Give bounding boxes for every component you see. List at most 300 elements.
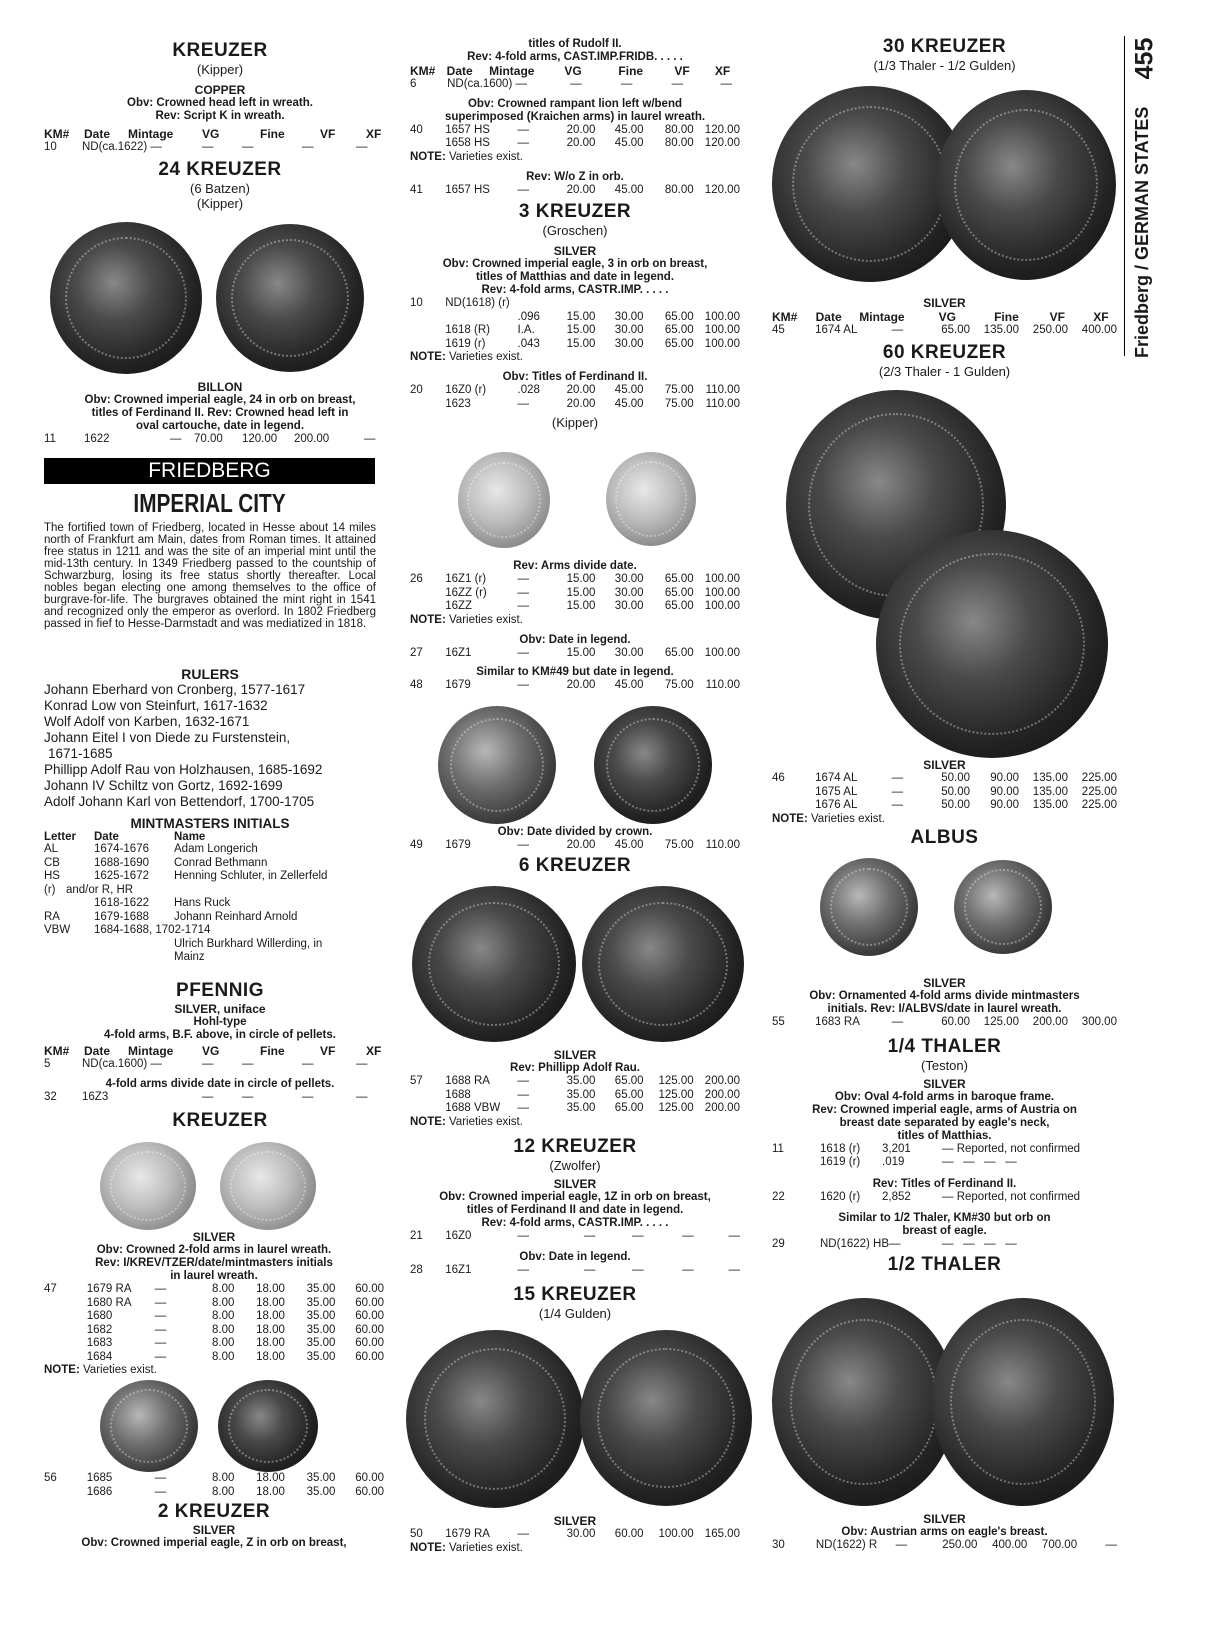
table-cell: — — [891, 785, 904, 798]
coin-reverse-image — [606, 452, 696, 546]
coin-reverse-image — [220, 1142, 316, 1230]
table-cell — [410, 587, 445, 601]
mintmaster-row: Mainz — [174, 951, 205, 963]
metal: SILVER — [923, 758, 966, 772]
price-table — [410, 1264, 740, 1278]
metal: SILVER — [553, 1514, 597, 1528]
table-row: 11 1622 — 70.00 120.00 200.00 — — [44, 433, 376, 445]
table-cell: — — [895, 1539, 908, 1551]
section-title: 24 KREUZER — [158, 158, 282, 180]
section-title: 12 KREUZER — [513, 1135, 637, 1157]
table-cell: 20.00 — [566, 183, 596, 196]
table-cell: 16Z1 — [445, 1264, 472, 1276]
metal: BILLON — [197, 380, 243, 394]
table-row — [772, 1539, 1117, 1553]
table-cell: 49 — [410, 839, 423, 851]
page-number: 455 — [1130, 37, 1159, 80]
table-cell: 15.00 — [566, 573, 596, 585]
table-cell: 30.00 — [566, 1528, 596, 1540]
mintmaster-row: Ulrich Burkhard Willerding, in — [174, 937, 323, 950]
table-row — [410, 184, 740, 198]
table-cell: 65.00 — [664, 586, 694, 599]
table-cell: 8.00 — [212, 1283, 235, 1295]
table-cell: — — [154, 1283, 167, 1295]
table-cell: 15.00 — [566, 586, 596, 599]
table-cell: 80.00 — [664, 123, 694, 136]
table-cell — [772, 786, 815, 800]
table-cell: — — [517, 137, 530, 149]
table-cell: 45.00 — [614, 123, 644, 136]
note: NOTE: Varieties exist. — [410, 150, 523, 163]
table-cell: 15.00 — [566, 310, 596, 323]
table-row: 6 ND(ca.1600) — — — — — — [410, 78, 732, 90]
table-cell: 75.00 — [664, 384, 694, 396]
table-cell: 35.00 — [306, 1310, 336, 1322]
note: NOTE: Varieties exist. — [410, 613, 523, 626]
description: in laurel wreath. — [170, 1270, 258, 1282]
table-cell: 1674 AL — [815, 324, 858, 336]
section-title: PFENNIG — [176, 980, 264, 1001]
metal: SILVER — [923, 1512, 966, 1526]
table-cell: — — [154, 1337, 167, 1349]
table-row — [410, 1102, 740, 1116]
table-cell: 30.00 — [614, 310, 644, 323]
table-cell: 1683 RA — [815, 1016, 860, 1028]
table-cell: 30.00 — [614, 646, 644, 659]
table-cell: 18.00 — [256, 1485, 285, 1498]
table-cell: — — [728, 1229, 740, 1242]
table-cell: 1676 AL — [815, 799, 858, 811]
table-row — [44, 1324, 384, 1338]
table-cell: — — [517, 1528, 530, 1540]
ruler: Wolf Adolf von Karben, 1632-1671 — [44, 714, 250, 729]
table-cell: 45 — [772, 324, 785, 336]
table-cell: 20.00 — [566, 397, 596, 410]
table-row — [410, 647, 740, 661]
table-cell: .096 — [517, 310, 540, 323]
metal: COPPER — [194, 83, 246, 97]
price-table — [410, 573, 740, 614]
table-row — [410, 600, 740, 614]
metal: SILVER — [192, 1523, 236, 1537]
table-cell: 18.00 — [256, 1472, 285, 1484]
coin-reverse-image — [218, 1380, 318, 1472]
table-cell: 45.00 — [614, 679, 644, 691]
table-cell: 8.00 — [212, 1485, 235, 1498]
intro-paragraph: The fortified town of Friedberg, located in Hesse about 14 miles north of Frankfurt am Main, dates from Roman times. It attained free status in 1211 and was the site of an imperial mint until the mid-13th century. In 1349 Friedberg passed to the countship of Schwarzburg, losing its free status shortly thereafter. Local nobles began electing one among themselves to the office of burgrave-for-life. The burgraves obtained the mint right in 1541 and recognized only the emperor as overlord. In 1802 Friedberg passed in fief to Hesse-Darmstadt and was mediatized in 1818. — [44, 522, 376, 630]
note: NOTE: Varieties exist. — [410, 1541, 523, 1554]
table-cell: 100.00 — [704, 310, 740, 323]
section-title: 60 KREUZER — [882, 341, 1007, 363]
mintmasters-header: Letter Date Name — [44, 831, 206, 843]
table-cell: 100.00 — [704, 646, 740, 659]
section-title: 15 KREUZER — [513, 1283, 637, 1305]
table-cell: — — [728, 1264, 740, 1276]
table-cell: 20 — [410, 384, 423, 396]
table-cell: — — [891, 772, 904, 784]
table-cell — [410, 1089, 445, 1103]
table-cell: 400.00 — [992, 1539, 1028, 1551]
description: Rev: Arms divide date. — [513, 560, 637, 572]
description: 4-fold arms divide date in circle of pellets. — [105, 1077, 335, 1090]
coin-reverse-image — [582, 886, 744, 1042]
table-row — [44, 1486, 384, 1500]
table-cell: 65.00 — [664, 310, 694, 323]
table-cell — [44, 1351, 87, 1365]
table-cell: 100.00 — [704, 600, 740, 612]
mintmaster-row: (r) and/or R, HR — [44, 883, 134, 896]
ruler: Konrad Low von Steinfurt, 1617-1632 — [44, 698, 268, 713]
description: Obv: Date in legend. — [519, 633, 631, 646]
coin-reverse-image — [580, 1330, 752, 1506]
table-cell — [549, 297, 595, 311]
table-cell: 1680 RA — [86, 1296, 132, 1309]
table-cell — [44, 1337, 87, 1351]
table-cell: 90.00 — [990, 772, 1019, 784]
table-cell: 8.00 — [212, 1323, 235, 1336]
table-row — [772, 786, 1117, 800]
description: breast date separated by eagle's neck, — [839, 1116, 1050, 1129]
table-cell — [410, 600, 445, 614]
table-cell — [595, 297, 643, 311]
subtitle: (Groschen) — [542, 223, 608, 238]
description: Rev: 4-fold arms, CAST.IMP.FRIDB. . . . . — [467, 51, 683, 63]
description: Obv: Crowned 2-fold arms in laurel wreath. — [96, 1244, 332, 1256]
table-cell: 10 — [410, 297, 423, 309]
description: Rev: Titles of Ferdinand II. — [872, 1177, 1017, 1190]
description: superimposed (Kraichen arms) in laurel wreath. — [444, 110, 706, 123]
coin-reverse-image — [936, 90, 1116, 280]
table-cell: 28 — [410, 1264, 423, 1276]
description: oval cartouche, date in legend. — [135, 420, 305, 432]
table-row — [410, 297, 740, 311]
table-cell: 165.00 — [704, 1528, 740, 1540]
table-cell: 60.00 — [355, 1337, 385, 1349]
table-cell: 35.00 — [306, 1485, 336, 1498]
price-table — [44, 1472, 384, 1499]
metal: SILVER — [553, 1048, 597, 1062]
table-cell: 1682 — [86, 1323, 113, 1336]
table-cell: 1658 HS — [445, 137, 490, 149]
table-cell — [694, 297, 740, 311]
table-cell — [44, 1310, 87, 1324]
rulers-title: RULERS — [181, 666, 239, 682]
description: titles of Matthias. — [897, 1129, 992, 1142]
table-cell: — — [517, 586, 530, 599]
table-cell: — — [517, 679, 530, 691]
table-cell: 35.00 — [566, 1075, 596, 1087]
table-cell: — — [517, 1102, 530, 1114]
table-cell: 125.00 — [658, 1075, 694, 1087]
table-cell: 18.00 — [256, 1283, 285, 1295]
metal: SILVER — [192, 1230, 236, 1244]
table-cell: 35.00 — [306, 1296, 336, 1309]
coin-obverse-image — [458, 452, 550, 548]
table-cell: 8.00 — [212, 1310, 235, 1322]
table-cell: 1688 VBW — [445, 1102, 501, 1114]
table-cell: 90.00 — [990, 799, 1019, 811]
table-cell: 20.00 — [566, 839, 596, 851]
description: Obv: Crowned rampant lion left w/bend — [467, 97, 683, 110]
coin-obverse-image — [820, 858, 918, 956]
table-cell: 50 — [410, 1528, 423, 1540]
table-cell: 65.00 — [614, 1088, 644, 1101]
table-cell: — — [891, 799, 904, 811]
coin-reverse-image — [876, 530, 1108, 758]
table-cell: 21 — [410, 1229, 423, 1242]
note: NOTE: Varieties exist. — [44, 1364, 157, 1376]
table-cell: 60.00 — [355, 1323, 385, 1336]
table-cell: 120.00 — [704, 183, 740, 196]
table-cell: 65.00 — [664, 324, 694, 336]
table-cell: 125.00 — [983, 1016, 1019, 1028]
table-cell: 30.00 — [614, 600, 644, 612]
subtitle: (Zwolfer) — [549, 1157, 601, 1173]
coin-reverse-image — [216, 224, 364, 372]
description: Obv: Crowned head left in wreath. — [127, 97, 313, 109]
table-cell — [410, 398, 445, 412]
table-cell: 1679 — [445, 679, 471, 691]
table-cell: 65.00 — [664, 337, 694, 350]
description: titles of Matthias and date in legend. — [475, 271, 675, 283]
table-row — [44, 1283, 384, 1297]
table-cell: 46 — [772, 772, 785, 784]
table-cell: — — [891, 324, 904, 336]
price-table — [772, 772, 1117, 813]
table-cell: — — [517, 646, 530, 659]
table-cell: 47 — [44, 1283, 57, 1295]
table-cell: 125.00 — [658, 1102, 694, 1114]
table-cell: 50.00 — [941, 772, 970, 784]
table-cell: 50.00 — [941, 799, 970, 811]
mintmaster-row: 1618-1622 Hans Ruck — [94, 897, 231, 909]
table-row — [410, 679, 740, 693]
table-cell: — — [517, 183, 530, 196]
ruler: 1671-1685 — [48, 746, 113, 761]
table-cell: 80.00 — [664, 183, 694, 196]
table-cell: 100.00 — [704, 573, 740, 585]
table-cell: 1657 HS — [445, 123, 490, 136]
coin-obverse-image — [50, 222, 202, 374]
description: titles of Ferdinand II. Rev: Crowned head left in — [91, 407, 349, 419]
section-title: 30 KREUZER — [882, 36, 1007, 57]
table-cell: 60.00 — [355, 1310, 385, 1322]
table-cell: ND(1622) R — [815, 1539, 878, 1551]
table-cell: 1688 — [445, 1088, 471, 1101]
table-cell: 18.00 — [256, 1337, 285, 1349]
table-cell: — — [517, 600, 530, 612]
table-cell: 135.00 — [1032, 785, 1068, 798]
table-cell: I.A. — [517, 324, 535, 336]
table-cell: 60.00 — [614, 1528, 644, 1540]
table-cell: 60.00 — [355, 1472, 385, 1484]
table-cell: 26 — [410, 573, 423, 585]
price-table — [410, 297, 740, 351]
table-cell: 56 — [44, 1472, 57, 1484]
table-cell: — — [682, 1264, 694, 1276]
table-row — [44, 1337, 384, 1351]
price-table — [772, 324, 1117, 338]
description: Obv: Austrian arms on eagle's breast. — [841, 1526, 1048, 1538]
description: 4-fold arms, B.F. above, in circle of pellets. — [104, 1029, 336, 1041]
table-row — [410, 384, 740, 398]
table-cell: 65.00 — [664, 600, 694, 612]
coin-obverse-image — [100, 1142, 196, 1230]
table-cell: 18.00 — [256, 1310, 285, 1322]
table-row — [410, 311, 740, 325]
table-cell: 1685 — [86, 1472, 113, 1484]
price-table — [44, 1283, 384, 1364]
table-cell: 41 — [410, 183, 423, 196]
table-row — [410, 1089, 740, 1103]
description: Rev: Phillipp Adolf Rau. — [510, 1062, 640, 1074]
table-cell: 60.00 — [355, 1283, 385, 1295]
table-cell: 16ZZ (r) — [445, 586, 487, 599]
table-cell: 250.00 — [1032, 324, 1068, 336]
table-row: 32 16Z3 — — — — — [44, 1090, 368, 1103]
metal: SILVER — [923, 976, 966, 990]
price-table — [410, 384, 740, 411]
ruler: Johann Eberhard von Cronberg, 1577-1617 — [44, 682, 306, 697]
description: Rev: Crowned imperial eagle, arms of Austria on — [812, 1103, 1077, 1116]
table-cell: 75.00 — [664, 397, 694, 410]
table-cell: 55 — [772, 1016, 785, 1028]
table-cell: 110.00 — [705, 679, 740, 691]
table-cell: 16Z0 (r) — [445, 384, 487, 396]
table-cell: — — [583, 1229, 596, 1242]
table-cell: 15.00 — [566, 337, 596, 350]
table-cell: 135.00 — [1032, 799, 1068, 811]
description: Rev: W/o Z in orb. — [526, 170, 624, 183]
table-cell: 225.00 — [1081, 799, 1117, 811]
table-cell: 1686 — [86, 1485, 113, 1498]
table-row — [410, 338, 740, 352]
table-cell: — — [154, 1472, 167, 1484]
table-cell: — — [1105, 1539, 1117, 1551]
table-cell: .043 — [517, 337, 540, 350]
table-cell: 90.00 — [990, 785, 1019, 798]
table-row: 29 ND(1622) HB— — — — — — [772, 1238, 1017, 1250]
table-row — [410, 587, 740, 601]
table-cell: 75.00 — [664, 679, 694, 691]
table-row — [410, 398, 740, 412]
table-cell: 1679 RA — [445, 1528, 490, 1540]
description: Rev: 4-fold arms, CASTR.IMP. . . . . — [481, 284, 669, 296]
coin-reverse-image — [932, 1298, 1114, 1506]
table-cell: 15.00 — [566, 600, 596, 612]
table-row — [410, 839, 740, 853]
table-header: KM# Date Mintage VG Fine VF XF — [772, 310, 1109, 324]
table-cell — [410, 338, 445, 352]
table-cell: 120.00 — [704, 123, 740, 136]
table-row — [410, 324, 740, 338]
section-title: KREUZER — [172, 1110, 268, 1131]
table-cell: 300.00 — [1081, 1016, 1117, 1028]
table-cell: — — [517, 839, 530, 851]
description: initials. Rev: I/ALBVS/date in laurel wreath. — [827, 1003, 1062, 1015]
table-cell: 50.00 — [941, 785, 970, 798]
note: NOTE: Varieties exist. — [410, 1115, 523, 1128]
price-table — [410, 839, 740, 853]
table-cell — [44, 1297, 87, 1311]
section-title: 1/4 THALER — [887, 1035, 1002, 1057]
table-row: 1619 (r) .019 — — — — — [820, 1156, 1017, 1168]
table-cell: 60.00 — [355, 1296, 385, 1309]
table-row — [44, 1310, 384, 1324]
table-cell: — — [154, 1310, 167, 1322]
table-cell: — — [891, 1016, 904, 1028]
table-cell: 8.00 — [212, 1472, 235, 1484]
description: Obv: Oval 4-fold arms in baroque frame. — [834, 1090, 1055, 1103]
table-cell: 200.00 — [704, 1075, 740, 1087]
description: Rev: I/KREV/TZER/date/mintmasters initials — [95, 1257, 333, 1269]
ruler: Adolf Johann Karl von Bettendorf, 1700-1705 — [44, 794, 315, 809]
mintmaster-row: RA 1679-1688 Johann Reinhard Arnold — [44, 910, 298, 923]
table-cell: 1674 AL — [815, 772, 858, 784]
note: NOTE: Varieties exist. — [410, 351, 523, 363]
table-cell: 100.00 — [704, 586, 740, 599]
table-cell: 200.00 — [704, 1102, 740, 1114]
table-cell: 35.00 — [306, 1283, 336, 1295]
table-cell: 30.00 — [614, 586, 644, 599]
table-cell: 60.00 — [355, 1350, 385, 1363]
table-row — [44, 1472, 384, 1486]
table-cell: — — [517, 1088, 530, 1101]
table-cell: 200.00 — [704, 1088, 740, 1101]
table-row — [410, 137, 740, 151]
table-cell: 100.00 — [658, 1528, 694, 1540]
table-cell: 20.00 — [566, 679, 596, 691]
subtitle: (2/3 Thaler - 1 Gulden) — [878, 363, 1011, 379]
table-cell: 40 — [410, 123, 423, 136]
table-cell: 35.00 — [306, 1472, 336, 1484]
mintmaster-row: VBW 1684-1688, 1702-1714 — [44, 924, 211, 936]
table-cell: 57 — [410, 1075, 423, 1087]
table-cell: 400.00 — [1081, 324, 1117, 336]
section-title: ALBUS — [910, 826, 979, 848]
table-cell: 65.00 — [664, 646, 694, 659]
table-cell — [410, 311, 445, 325]
metal: SILVER — [553, 1176, 597, 1191]
section-title: KREUZER — [172, 40, 268, 61]
table-cell: — — [682, 1229, 694, 1242]
description: Similar to 1/2 Thaler, KM#30 but orb on — [838, 1212, 1051, 1224]
table-cell — [644, 297, 694, 311]
table-cell: 8.00 — [212, 1337, 235, 1349]
table-cell: 75.00 — [664, 839, 694, 851]
table-cell: 45.00 — [614, 839, 644, 851]
table-cell: 18.00 — [256, 1296, 285, 1309]
table-cell: 20.00 — [566, 123, 596, 136]
table-cell — [410, 137, 445, 151]
table-cell: — — [517, 397, 530, 410]
table-cell: 110.00 — [705, 839, 740, 851]
price-table — [410, 679, 740, 693]
table-cell: 1679 — [445, 839, 471, 851]
subtitle: (1/3 Thaler - 1/2 Gulden) — [873, 58, 1016, 73]
table-cell: 1679 RA — [86, 1283, 132, 1295]
description: Obv: Date in legend. — [519, 1251, 631, 1263]
price-table — [410, 124, 740, 151]
mintmaster-row: AL 1674-1676 Adam Longerich — [44, 843, 258, 855]
table-cell: 15.00 — [566, 646, 596, 659]
friedberg-banner: FRIEDBERG — [44, 458, 375, 484]
table-cell: 60.00 — [355, 1485, 385, 1498]
description: Rev: 4-fold arms, CASTR.IMP. . . . . — [481, 1216, 669, 1229]
description: Obv: Crowned imperial eagle, Z in orb on breast, — [81, 1537, 347, 1549]
metal: SILVER, uniface — [174, 1002, 266, 1016]
description: Rev: Script K in wreath. — [155, 110, 285, 122]
